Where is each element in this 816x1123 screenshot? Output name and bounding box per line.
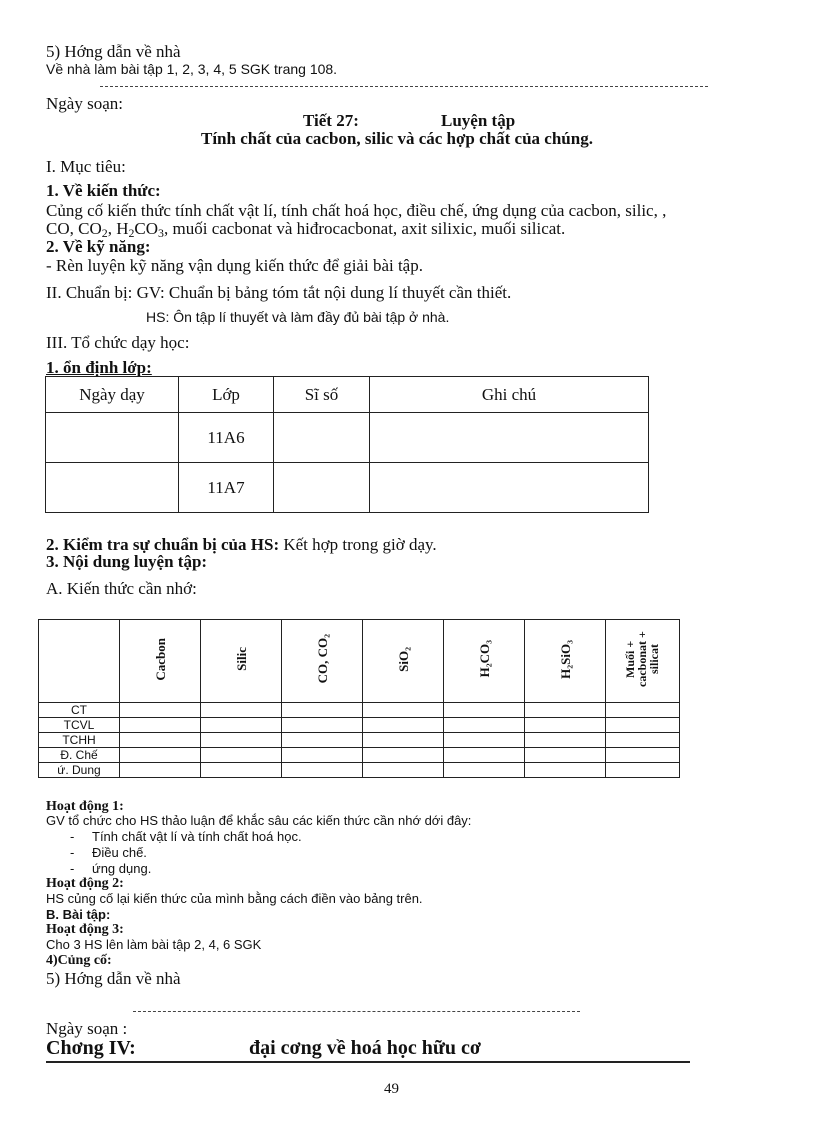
chapter-underline [46,1061,690,1063]
table-row [39,718,680,733]
on-dinh-heading: 1. ổn định lớp: [46,358,152,377]
row-label-ct: CT [39,703,120,718]
kien-thuc-line1: Củng cố kiến thức tính chất vật lí, tính chất hoá học, điều chế, ứng dụng của cacbon, silic, , [46,201,667,220]
divider [100,86,708,87]
col-h2co3: H₂CO₃ [444,620,525,703]
homework-text: Về nhà làm bài tập 1, 2, 3, 4, 5 SGK trang 108. [46,61,338,77]
kien-thuc-l2d: , muối cacbonat và hiđrocacbonat, axit silixic, muối silicat. [164,219,566,238]
chapter-title: đại cơng về hoá học hữu cơ [249,1037,481,1059]
sub-2: 2 [101,226,108,240]
kien-thuc-l2a: CO, CO [46,219,102,238]
page-number: 49 [384,1081,399,1097]
row-label-dieu-che: Đ. Chế [39,748,120,763]
bullet-dash: - [70,829,75,844]
row-label-ung-dung: ứ. Dung [39,763,120,778]
header-lop: Lớp [179,377,274,413]
lesson-number: Tiết 27: [303,111,359,130]
lesson-subtitle: Tính chất của cacbon, silic và các hợp chất của chúng. [201,129,593,148]
table-row [39,763,680,778]
bullet-item: Điều chế. [92,845,147,860]
table-cell [370,413,649,463]
kien-thuc-l2b: , H [107,219,129,238]
bullet-item: ứng dụng. [92,861,152,876]
kiem-tra-label: 2. Kiểm tra sự chuẩn bị của HS: [46,535,280,554]
table-row [39,733,680,748]
col-co-co2: CO, CO₂ [282,620,363,703]
chapter-number: Chơng IV: [46,1037,136,1059]
divider [133,1011,580,1012]
row-label-tcvl: TCVL [39,718,120,733]
table-row [39,703,680,718]
bullet-dash: - [70,845,75,860]
kien-thuc-can-nho: A. Kiến thức cần nhớ: [46,579,197,598]
hd2-text: HS củng cố lại kiến thức của mình bằng cách điền vào bảng trên. [46,891,423,906]
cung-co-heading: 4)Củng cố: [46,953,112,968]
huong-dan-heading: 5) Hớng dẫn về nhà [46,969,181,988]
hd3-heading: Hoạt động 3: [46,922,124,937]
summary-table-header [39,620,680,703]
table-cell [46,413,179,463]
table-cell: 11A7 [179,463,274,513]
muc-tieu-heading: I. Mục tiêu: [46,157,126,176]
ngay-soan-label: Ngày soạn : [46,1019,128,1038]
table-cell [274,413,370,463]
kiem-tra-note: Kết hợp trong giờ dạy. [279,535,437,554]
header-si-so: Sĩ số [274,377,370,413]
hs-prep-text: HS: Ôn tập lí thuyết và làm đầy đủ bài tập ở nhà. [146,309,450,325]
hd3-text: Cho 3 HS lên làm bài tập 2, 4, 6 SGK [46,937,262,952]
row-label-tchh: TCHH [39,733,120,748]
col-h2sio3: H₂SiO₃ [525,620,606,703]
summary-table [38,619,680,778]
table-row [46,413,649,463]
hd2-heading: Hoạt động 2: [46,876,124,891]
bullet-item: Tính chất vật lí và tính chất hoá học. [92,829,302,844]
kien-thuc-heading: 1. Về kiến thức: [46,181,161,200]
table-cell: 11A6 [179,413,274,463]
hd1-text: GV tổ chức cho HS thảo luận để khắc sâu các kiến thức cần nhớ dới đây: [46,813,472,828]
header-ghi-chu: Ghi chú [370,377,649,413]
table-row [46,463,649,513]
kien-thuc-l2c: CO [134,219,159,238]
table-cell [370,463,649,513]
noi-dung-heading: 3. Nội dung luyện tập: [46,552,208,571]
sub-3: 3 [158,226,164,240]
class-table-header [46,377,649,413]
col-sio2: SiO₂ [363,620,444,703]
homework-heading: 5) Hớng dẫn về nhà [46,42,181,61]
corner-cell [39,620,120,703]
lesson-title: Luyện tập [441,111,516,130]
hd1-heading: Hoạt động 1: [46,799,124,814]
bai-tap-heading: B. Bài tập: [46,907,111,922]
table-cell [46,463,179,513]
table-row [39,748,680,763]
ngay-soan-label: Ngày soạn: [46,94,123,113]
ky-nang-heading: 2. Về kỹ năng: [46,237,151,256]
to-chuc-heading: III. Tổ chức dạy học: [46,333,190,352]
col-silic: Silic [201,620,282,703]
sub-2: 2 [128,226,135,240]
col-cacbon: Cacbon [120,620,201,703]
col-muoi: Muối + cacbonat + silicat [606,620,680,703]
chuan-bi-text: II. Chuẩn bị: GV: Chuẩn bị bảng tóm tắt nội dung lí thuyết cần thiết. [46,283,512,302]
table-cell [274,463,370,513]
class-table [45,376,649,513]
header-ngay-day: Ngày dạy [46,377,179,413]
ky-nang-line1: - Rèn luyện kỹ năng vận dụng kiến thức để giải bài tập. [46,256,423,275]
bullet-dash: - [70,861,75,876]
